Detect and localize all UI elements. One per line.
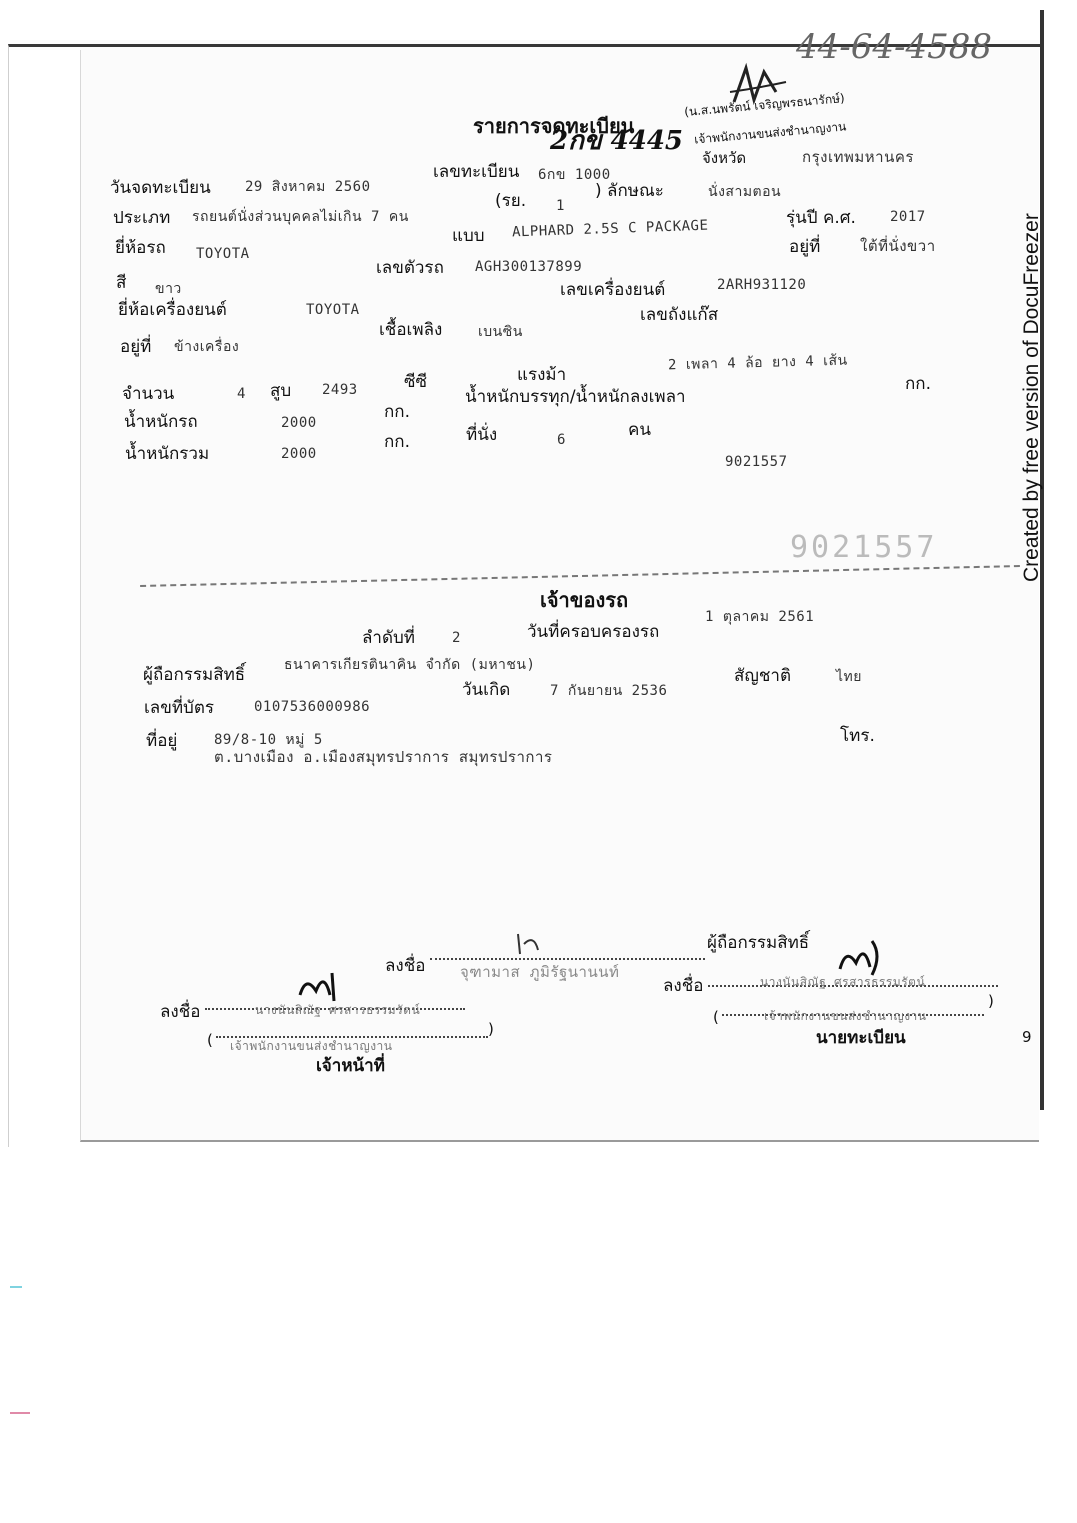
cylinder-unit: สูบ xyxy=(270,381,292,401)
officer-role-line xyxy=(216,1036,488,1038)
holder-title: ผู้ถือกรรมสิทธิ์ xyxy=(707,933,810,953)
address-line-1: 89/8-10 หมู่ 5 xyxy=(214,732,323,748)
axle-value: 2 เพลา 4 ล้อ ยาง 4 เส้น xyxy=(667,352,848,374)
cylinder-count: 4 xyxy=(237,386,246,402)
ry-label: (รย. xyxy=(495,191,527,211)
registrar-stamp-name: นางนันสิณัฐ ศรสารธรรมรัตน์ xyxy=(760,975,926,989)
plate-label: เลขทะเบียน xyxy=(433,162,520,182)
holder-printed-name: จุฑามาส ภูมิรัฐนานนท์ xyxy=(460,963,620,981)
registrar-paren: ( xyxy=(713,1008,719,1026)
seats-unit: คน xyxy=(628,420,651,440)
nationality-value: ไทย xyxy=(836,669,862,685)
fuel-value: เบนซิน xyxy=(478,324,523,340)
holder-value: ธนาคารเกียรตินาคิน จำกัด (มหาชน) xyxy=(284,657,536,673)
officer-title: เจ้าหน้าที่ xyxy=(316,1056,385,1076)
brand-value: TOYOTA xyxy=(196,246,250,262)
holder-label: ผู้ถือกรรมสิทธิ์ xyxy=(143,665,246,685)
model-label: แบบ xyxy=(452,226,485,246)
color-value: ขาว xyxy=(155,281,182,297)
brand-label: ยี่ห้อรถ xyxy=(115,238,166,258)
engine-brand-label: ยี่ห้อเครื่องยนต์ xyxy=(118,300,227,320)
kg-unit-2: กก. xyxy=(384,432,410,452)
registrar-title: นายทะเบียน xyxy=(816,1028,906,1048)
phone-label: โทร. xyxy=(840,726,875,746)
engine-no-label: เลขเครื่องยนต์ xyxy=(560,280,666,300)
owner-section-title: เจ้าของรถ xyxy=(540,588,629,612)
file-number: 44-64-4588 xyxy=(796,27,993,67)
document-number: 9021557 xyxy=(725,454,788,470)
feature-value: นั่งสามตอน xyxy=(708,184,782,200)
officer-stamp-role: เจ้าพนักงานขนส่งชำนาญงาน xyxy=(230,1039,393,1053)
fuel-label: เชื้อเพลิง xyxy=(379,320,443,340)
id-value: 0107536000986 xyxy=(254,699,371,715)
officer-paren: ( xyxy=(207,1031,213,1049)
cc-value: 2493 xyxy=(322,382,358,398)
scan-mark-cyan xyxy=(10,1286,22,1288)
chassis-value: AGH300137899 xyxy=(475,259,583,275)
feature-label: ) ลักษณะ xyxy=(595,181,664,201)
engine-loc-label: อยู่ที่ xyxy=(120,337,152,357)
address-line-2: ต.บางเมือง อ.เมืองสมุทรปราการ สมุทรปราการ xyxy=(214,748,553,766)
seats-value: 6 xyxy=(557,432,566,448)
location-label: อยู่ที่ xyxy=(789,237,821,257)
load-label: น้ำหนักบรรทุก/น้ำหนักลงเพลา xyxy=(465,387,686,407)
province-value: กรุงเทพมหานคร xyxy=(802,148,914,166)
type-label: ประเภท xyxy=(113,208,171,228)
scan-mark-pink xyxy=(10,1412,30,1414)
officer-stamp-name: นางนันสิณัฐ ศรสารธรรมรัตน์ xyxy=(255,1003,421,1017)
birth-label: วันเกิด xyxy=(462,680,511,700)
registrar-stamp-role: เจ้าพนักงานขนส่งชำนาญงาน xyxy=(764,1009,927,1023)
weight-value: 2000 xyxy=(281,415,317,431)
id-label: เลขที่บัตร xyxy=(144,698,215,718)
officer-paren-close: ) xyxy=(488,1020,494,1038)
cc-label: ซีซี xyxy=(404,372,428,392)
birth-value: 7 กันยายน 2536 xyxy=(550,683,668,699)
chassis-label: เลขตัวรถ xyxy=(376,258,444,278)
holder-sign-label: ลงชื่อ xyxy=(385,956,426,976)
model-value: ALPHARD 2.5S C PACKAGE xyxy=(511,217,709,241)
seats-label: ที่นั่ง xyxy=(466,425,498,445)
kg-unit-1: กก. xyxy=(384,402,410,422)
page-number: 9 xyxy=(1022,1028,1032,1046)
location-value: ใต้ที่นั่งขวา xyxy=(860,237,936,255)
order-value: 2 xyxy=(452,630,461,646)
plate-value: 6กข 1000 xyxy=(538,167,611,183)
handwritten-plate: 2กข 4445 xyxy=(550,126,684,156)
engine-no-value: 2ARH931120 xyxy=(717,277,807,293)
officer-sign-label: ลงชื่อ xyxy=(160,1002,201,1022)
faded-document-number: 9021557 xyxy=(790,530,938,565)
nationality-label: สัญชาติ xyxy=(734,666,791,686)
address-label: ที่อยู่ xyxy=(146,731,178,751)
registrar-paren-close: ) xyxy=(988,992,994,1010)
officer-name: (น.ส.นพรัตน์ เจริญพรธนารักษ์) xyxy=(683,91,846,119)
ry-value: 1 xyxy=(556,198,565,214)
watermark-text: Created by free version of DocuFreezer xyxy=(1020,213,1043,582)
weight-label: น้ำหนักรถ xyxy=(124,412,198,432)
gas-tank-label: เลขถังแก๊ส xyxy=(640,305,719,325)
cylinder-label: จำนวน xyxy=(122,384,175,404)
possess-date-value: 1 ตุลาคม 2561 xyxy=(705,609,815,625)
registrar-sign-label: ลงชื่อ xyxy=(663,976,704,996)
kg-right: กก. xyxy=(905,374,931,394)
province-label: จังหวัด xyxy=(702,149,747,167)
total-weight-label: น้ำหนักรวม xyxy=(125,444,210,464)
engine-brand-value: TOYOTA xyxy=(306,302,360,318)
officer-signature xyxy=(292,965,352,1007)
total-weight-value: 2000 xyxy=(281,446,317,462)
year-value: 2017 xyxy=(890,209,926,225)
officer-role: เจ้าพนักงานขนส่งชำนาญงาน xyxy=(693,119,847,147)
hp-label: แรงม้า xyxy=(517,365,567,385)
page-title: รายการจดทะเบียน xyxy=(473,114,635,138)
type-value: รถยนต์นั่งส่วนบุคคลไม่เกิน 7 คน xyxy=(192,209,409,225)
reg-date-label: วันจดทะเบียน xyxy=(110,178,211,198)
engine-loc-value: ข้างเครื่อง xyxy=(174,339,240,355)
possess-date-label: วันที่ครอบครองรถ xyxy=(527,622,660,642)
order-label: ลำดับที่ xyxy=(362,628,416,648)
holder-sign-line xyxy=(430,958,705,960)
color-label: สี xyxy=(116,273,127,293)
holder-signature xyxy=(512,930,562,958)
year-label: รุ่นปี ค.ศ. xyxy=(786,208,856,228)
reg-date-value: 29 สิงหาคม 2560 xyxy=(245,179,371,195)
